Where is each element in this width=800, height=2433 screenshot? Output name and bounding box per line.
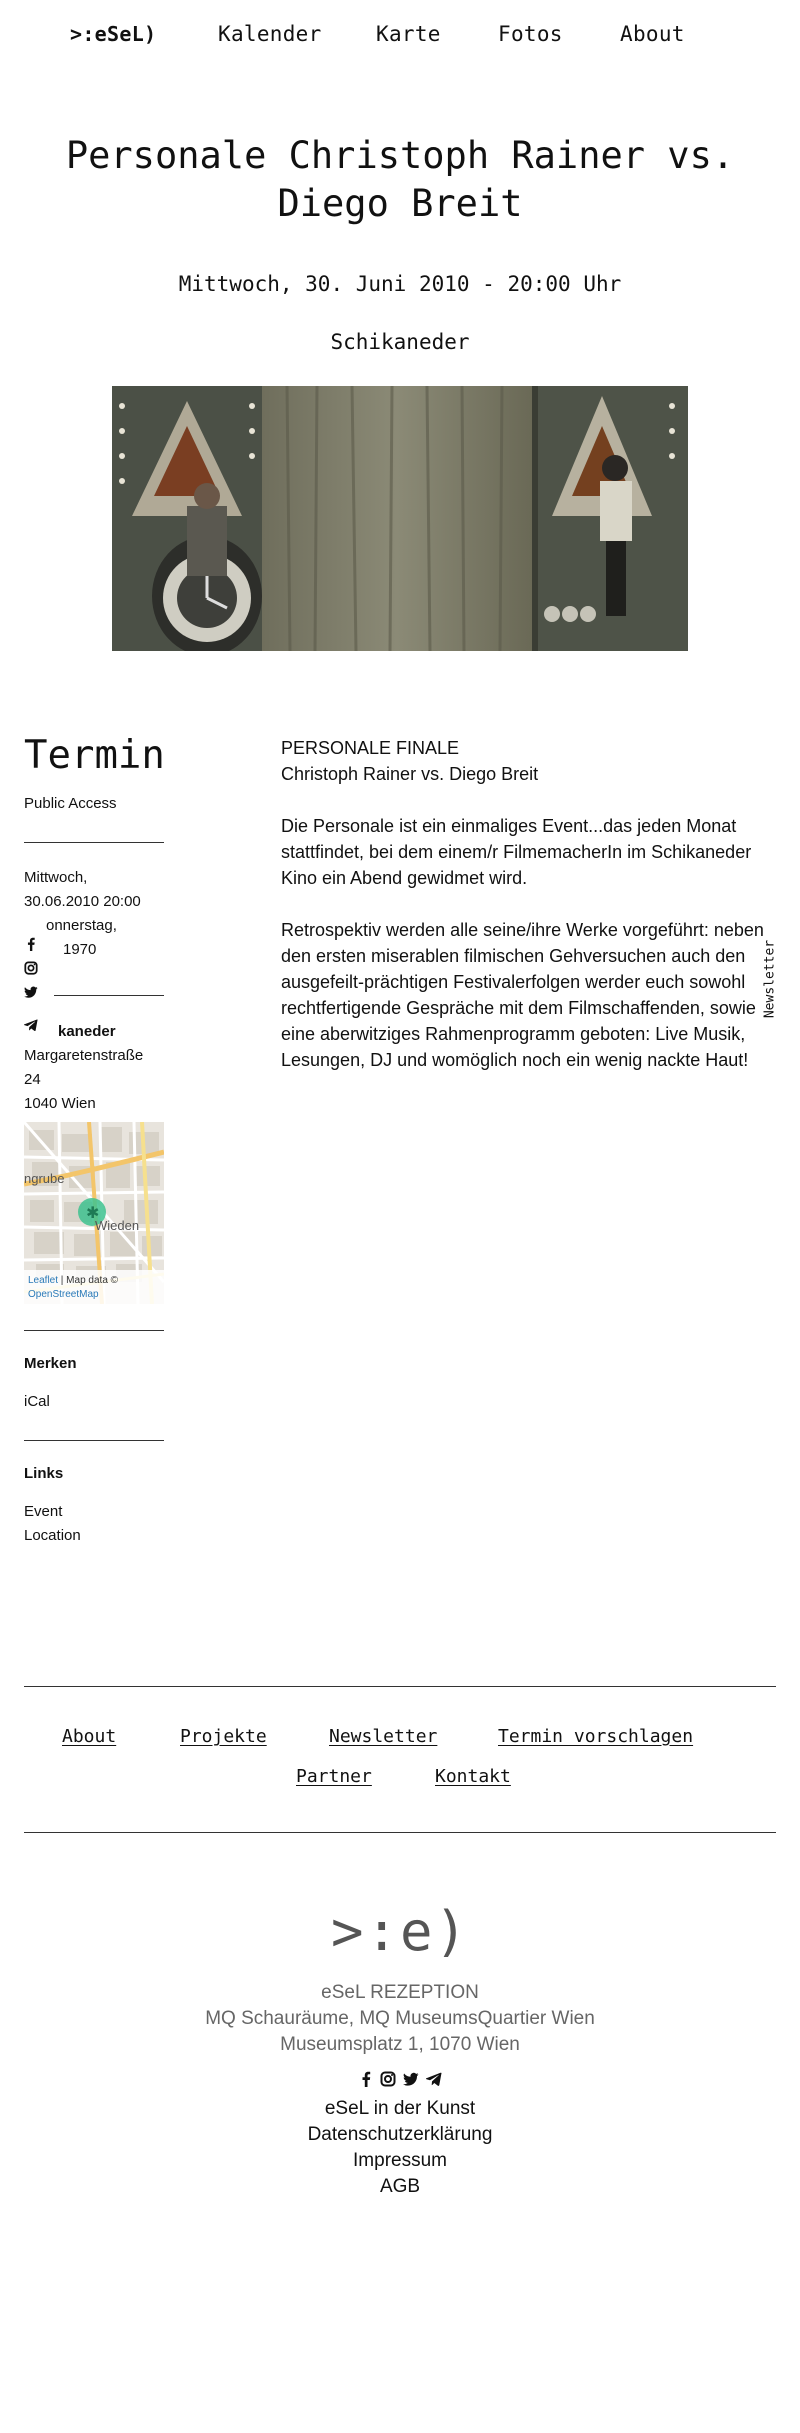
location-name[interactable]: kaneder bbox=[58, 1023, 116, 1040]
description-intro bbox=[281, 735, 781, 787]
osm-link[interactable]: OpenStreetMap bbox=[28, 1289, 99, 1300]
sidebar-date-full: 30.06.2010 20:00 bbox=[24, 893, 141, 910]
sidebar-date-weekday: Mittwoch, bbox=[24, 869, 88, 886]
footer-link-datenschutz[interactable]: Datenschutzerklärung bbox=[307, 2124, 493, 2145]
link-event[interactable]: Event bbox=[24, 1503, 63, 1520]
map-attribution bbox=[28, 1274, 162, 1302]
instagram-icon[interactable] bbox=[380, 2071, 396, 2087]
nav-fotos[interactable]: Fotos bbox=[498, 22, 563, 46]
link-location[interactable]: Location bbox=[24, 1527, 81, 1544]
footer-bottom-rule bbox=[24, 1832, 776, 1833]
sidebar-date-overlap-1: onnerstag, bbox=[46, 917, 117, 934]
event-title: Personale Christoph Rainer vs. Diego Breit bbox=[65, 134, 735, 225]
sidebar-date bbox=[24, 866, 164, 962]
footer-link-impressum[interactable]: Impressum bbox=[353, 2150, 447, 2171]
location-address-3: 1040 Wien bbox=[24, 1095, 96, 1112]
event-venue: Schikaneder bbox=[330, 330, 470, 354]
footer-org-name: eSeL REZEPTION bbox=[321, 1982, 479, 2003]
footer-social-icons bbox=[358, 2071, 448, 2089]
footer-logo[interactable]: >:e) bbox=[330, 1900, 470, 1963]
footer-link-projekte[interactable]: Projekte bbox=[180, 1726, 267, 1747]
sidebar-heading: Termin bbox=[24, 733, 165, 778]
telegram-icon[interactable] bbox=[426, 2071, 442, 2087]
twitter-icon[interactable] bbox=[24, 985, 38, 999]
footer-link-esel-in-der-kunst[interactable]: eSeL in der Kunst bbox=[324, 2098, 476, 2119]
map-label-district: ngrube bbox=[24, 1171, 65, 1186]
event-photo bbox=[112, 386, 688, 651]
footer-link-termin-vorschlagen[interactable]: Termin vorschlagen bbox=[498, 1726, 694, 1747]
sidebar-location bbox=[24, 1020, 164, 1116]
description-paragraph-1: Die Personale ist ein einmaliges Event...das jeden Monat stattfindet, bei dem einem/r FilmemacherIn im Schikaneder Kino ein Abend gewidmet wird. bbox=[281, 816, 752, 888]
facebook-icon[interactable] bbox=[24, 937, 38, 951]
map-label-wieden: Wieden bbox=[95, 1218, 140, 1233]
location-address-1: Margaretenstraße bbox=[24, 1047, 144, 1064]
location-address-2: 24 bbox=[24, 1071, 41, 1088]
sidebar-divider bbox=[24, 1330, 164, 1331]
sidebar-divider bbox=[54, 995, 164, 996]
sidebar-divider bbox=[24, 842, 164, 843]
links-heading: Links bbox=[24, 1465, 64, 1482]
event-date: Mittwoch, 30. Juni 2010 - 20:00 Uhr bbox=[178, 272, 622, 296]
merken-heading: Merken bbox=[24, 1355, 77, 1372]
footer-link-kontakt[interactable]: Kontakt bbox=[435, 1766, 511, 1787]
location-map[interactable] bbox=[24, 1122, 164, 1304]
share-icons bbox=[24, 937, 38, 1009]
description-headline: PERSONALE FINALE bbox=[281, 738, 460, 758]
footer-link-agb[interactable]: AGB bbox=[379, 2176, 421, 2197]
footer-place: MQ Schauräume, MQ MuseumsQuartier Wien bbox=[205, 2008, 595, 2029]
instagram-icon[interactable] bbox=[24, 961, 38, 975]
nav-karte[interactable]: Karte bbox=[376, 22, 441, 46]
facebook-icon[interactable] bbox=[358, 2071, 374, 2087]
leaflet-link[interactable]: Leaflet bbox=[28, 1275, 59, 1286]
newsletter-tab[interactable] bbox=[758, 936, 782, 1022]
footer-link-about[interactable]: About bbox=[62, 1726, 117, 1747]
sidebar-date-overlap-2: 1970 bbox=[63, 941, 97, 958]
svg-text:✱: ✱ bbox=[86, 1203, 100, 1222]
nav-about[interactable]: About bbox=[620, 22, 685, 46]
site-logo-link[interactable]: >:eSeL) bbox=[70, 22, 157, 46]
map-attribution-text: | Map data © bbox=[58, 1275, 119, 1286]
footer-top-rule bbox=[24, 1686, 776, 1687]
newsletter-tab-label: Newsletter bbox=[762, 939, 778, 1019]
footer-link-newsletter[interactable]: Newsletter bbox=[329, 1726, 438, 1747]
description-paragraph-2: Retrospektiv werden alle seine/ihre Werke vorgeführt: neben den ersten miserablen filmischen Gehversuchen auch den ausgefeilt-prächtigen Festivalerfolgen werder euch sowohl rechtfertigende Gespräche mit dem Filmschaffenden, sowie eine aberwitziges Rahmenprogramm geboten: Live Musik, Lesungen, DJ und womöglich noch ein wenig nackte Haut! bbox=[281, 920, 764, 1070]
footer-address: Museumsplatz 1, 1070 Wien bbox=[280, 2034, 520, 2055]
event-category[interactable]: Public Access bbox=[24, 795, 117, 812]
twitter-icon[interactable] bbox=[403, 2071, 419, 2087]
sidebar-divider bbox=[24, 1440, 164, 1441]
main-nav bbox=[0, 22, 800, 52]
description-subline: Christoph Rainer vs. Diego Breit bbox=[281, 764, 539, 784]
ical-link[interactable]: iCal bbox=[24, 1393, 50, 1410]
nav-kalender[interactable]: Kalender bbox=[218, 22, 322, 46]
footer-link-partner[interactable]: Partner bbox=[296, 1766, 372, 1787]
event-description bbox=[281, 735, 781, 1099]
